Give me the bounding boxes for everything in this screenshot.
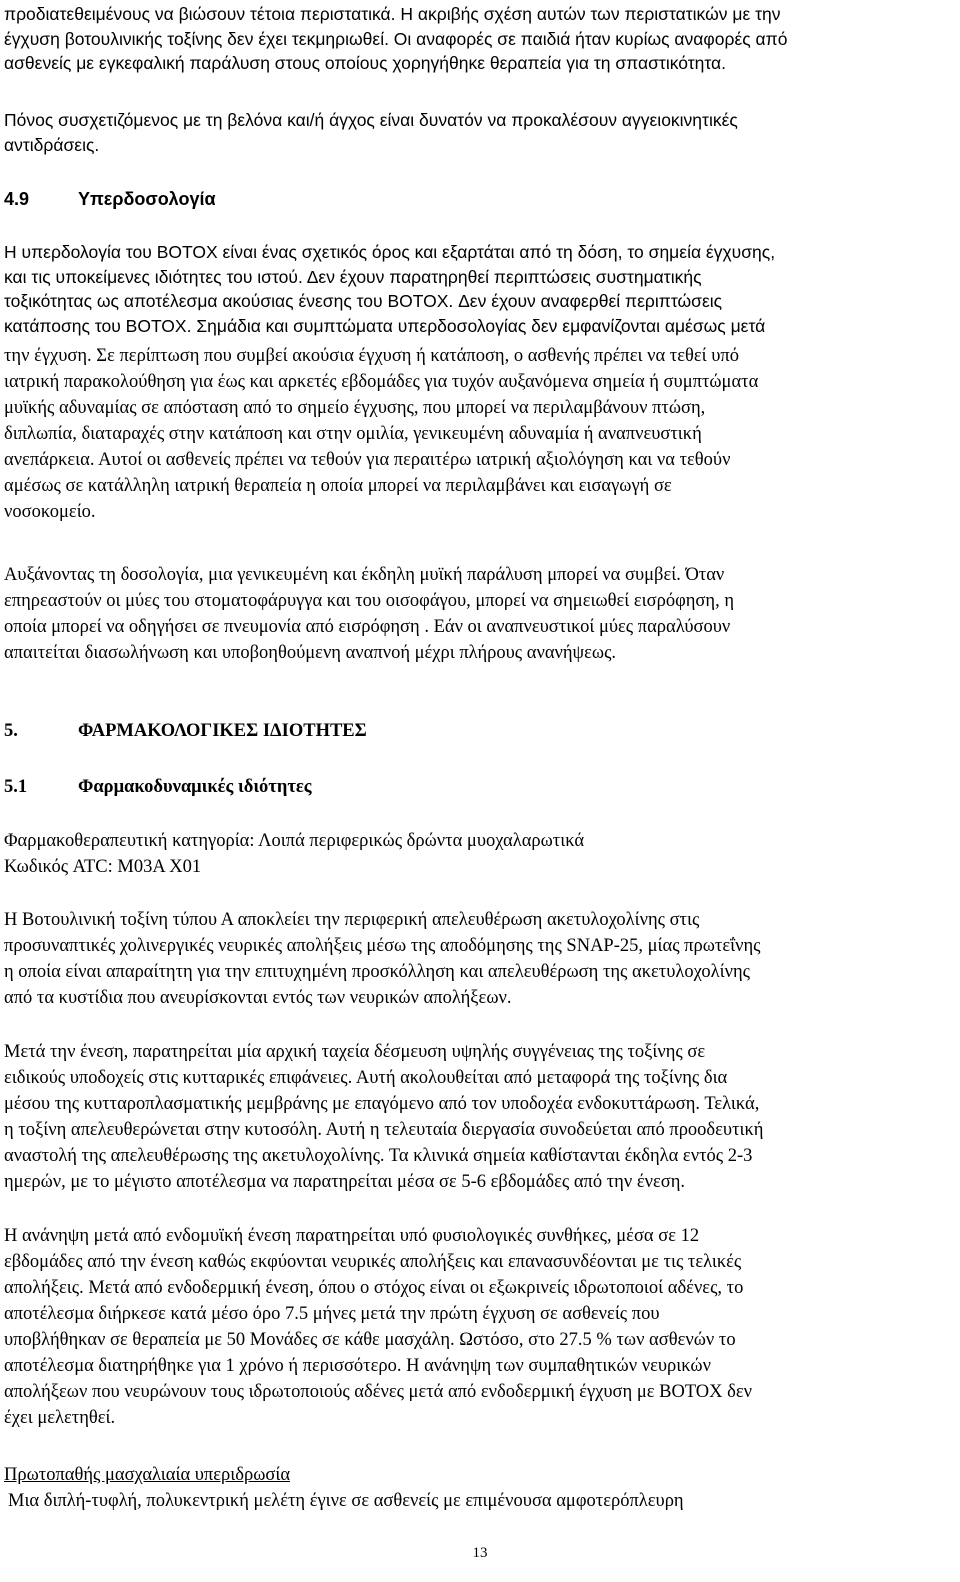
text-line: Η Βοτουλινική τοξίνη τύπου Α αποκλείει την περιφερική απελευθέρωση ακετυλοχολίνης στις	[4, 910, 700, 930]
text-line: ειδικούς υποδοχείς στις κυτταρικές επιφάνειες. Αυτή ακολουθείται από μεταφορά της τοξίνης δια	[4, 1068, 728, 1088]
text-line: ανεπάρκεια. Αυτοί οι ασθενείς πρέπει να τεθούν για περαιτέρω ιατρική αξιολόγηση και να τεθούν	[4, 450, 731, 470]
section-number: 4.9	[4, 189, 30, 209]
text-line: μέσου της κυτταροπλασματικής μεμβράνης με επαγόμενο από τον υποδοχέα ενδοκυττάρωση. Τελικά,	[4, 1094, 760, 1114]
text-line: η οποία είναι απαραίτητη για την επιτυχημένη προσκόλληση και απελευθέρωση της ακετυλοχολίνης	[4, 962, 750, 982]
text-line: η τοξίνη απελευθερώνεται στην κυτοσόλη. Αυτή η τελευταία διεργασία συνοδεύεται από προοδευτική	[4, 1120, 764, 1140]
text-line: υποβλήθηκαν σε θεραπεία με 50 Μονάδες σε κάθε μασχάλη. Ωστόσο, στο 27.5 % των ασθενών το	[4, 1330, 736, 1350]
subheading-hyperhidrosis	[4, 1462, 956, 1488]
paragraph-binding	[4, 1039, 956, 1195]
text-line: τοξικότητας ως αποτέλεσμα ακούσιας ένεσης του BOTOX. Δεν έχουν αναφερθεί περιπτώσεις	[4, 291, 723, 311]
text-line: έχει μελετηθεί.	[4, 1408, 116, 1428]
section-heading-5-1	[4, 774, 956, 800]
paragraph-adverse-events-tail	[4, 2, 956, 76]
text-line: προδιατεθειμένους να βιώσουν τέτοια περιστατικά. Η ακριβής σχέση αυτών των περιστατικών με την	[4, 4, 781, 24]
text-line: Μια διπλή-τυφλή, πολυκεντρική μελέτη έγινε σε ασθενείς με επιμένουσα αμφοτερόπλευρη	[8, 1491, 684, 1511]
section-title: Υπερδοσολογία	[78, 189, 216, 209]
text-line: ημερών, με το μέγιστο αποτέλεσμα να παρατηρείται μέσα σε 5-6 εβδομάδες από την ένεση.	[4, 1172, 686, 1192]
paragraph-overdose-2	[4, 343, 956, 525]
text-line: αναστολή της απελευθέρωσης της ακετυλοχολίνης. Τα κλινικά σημεία καθίστανται έκδηλα εντός 2-3	[4, 1146, 753, 1166]
pharmacotherapeutic-category: Φαρμακοθεραπευτική κατηγορία: Λοιπά περιφερικώς δρώντα μυοχαλαρωτικά	[4, 831, 585, 851]
text-line: έγχυση βοτουλινικής τοξίνης δεν έχει τεκμηριωθεί. Οι αναφορές σε παιδιά ήταν κυρίως αναφορές από	[4, 28, 788, 49]
text-line: από τα κυστίδια που ανευρίσκονται εντός των νευρικών απολήξεων.	[4, 988, 512, 1008]
text-line: μυϊκής αδυναμίας σε απόσταση από το σημείο έγχυσης, που μπορεί να περιλαμβάνουν πτώση,	[4, 398, 706, 418]
paragraph-study-intro	[8, 1488, 960, 1514]
text-line: απολήξεις. Μετά από ενδοδερμική ένεση, όπου ο στόχος είναι οι εξωκρινείς ιδρωτοποιοί αδένες, το	[4, 1278, 744, 1298]
section-number: 5.1	[4, 777, 28, 797]
text-line: Μετά την ένεση, παρατηρείται μία αρχική ταχεία δέσμευση υψηλής συγγένειας της τοξίνης σε	[4, 1042, 706, 1062]
text-line: προσυναπτικές χολινεργικές νευρικές απολήξεις μέσω της αποδόμησης της SNAP-25, μίας πρωτεΐνης	[4, 936, 761, 956]
text-line: ασθενείς με εγκεφαλική παράλυση στους οποίους χορηγήθηκε θεραπεία για τη σπαστικότητα.	[4, 53, 727, 73]
text-line: αποτέλεσμα διατηρήθηκε για 1 χρόνο ή περισσότερο. Η ανάνηψη των συμπαθητικών νευρικών	[4, 1356, 711, 1376]
page-number: 13	[472, 1545, 488, 1561]
section-number: 5.	[4, 721, 18, 741]
text-line: νοσοκομείο.	[4, 502, 96, 522]
text-line: διπλωπία, διαταραχές στην κατάποση και στην ομιλία, γενικευμένη αδυναμία ή αναπνευστική	[4, 424, 702, 444]
text-line: κατάποσης του BOTOX. Σημάδια και συμπτώματα υπερδοσολογίας δεν εμφανίζονται αμέσως μετά	[4, 315, 766, 336]
text-line: Η ανάνηψη μετά από ενδομυϊκή ένεση παρατηρείται υπό φυσιολογικές συνθήκες, μέσα σε 12	[4, 1226, 700, 1246]
paragraph-pain-anxiety	[4, 108, 956, 157]
text-line: απολήξεων που νευρώνουν τους ιδρωτοποιούς αδένες μετά από ενδοδερμική έγχυση με BOTOX δεν	[4, 1382, 753, 1402]
text-line: εβδομάδες από την ένεση καθώς εκφύονται νευρικές απολήξεις και επανασυνδέονται με τις τελικές	[4, 1252, 742, 1272]
text-line: οποία μπορεί να οδηγήσει σε πνευμονία από εισρόφηση . Εάν οι αναπνευστικοί μύες παραλύσουν	[4, 617, 731, 637]
text-line: απαιτείται διασωλήνωση και υποβοηθούμενη αναπνοή μέχρι πλήρους ανανήψεως.	[4, 643, 617, 663]
subheading-text: Πρωτοπαθής μασχαλιαία υπεριδρωσία	[4, 1465, 291, 1485]
paragraph-classification	[4, 828, 956, 880]
paragraph-mechanism	[4, 907, 956, 1011]
text-line: Η υπερδολογία του BOTOX είναι ένας σχετικός όρος και εξαρτάται από τη δόση, το σημεία έγχυσης,	[4, 242, 776, 262]
section-heading-4-9	[4, 186, 956, 212]
atc-code: Κωδικός ATC: M03A X01	[4, 857, 202, 877]
section-title: Φαρμακοδυναμικές ιδιότητες	[78, 777, 312, 797]
section-heading-5	[4, 718, 956, 744]
section-title: ΦΑΡΜΑΚΟΛΟΓΙΚΕΣ ΙΔΙΟΤΗΤΕΣ	[78, 721, 367, 741]
paragraph-recovery	[4, 1223, 956, 1431]
text-line: αμέσως σε κατάλληλη ιατρική θεραπεία η οποία μπορεί να περιλαμβάνει και εισαγωγή σε	[4, 476, 672, 496]
paragraph-overdose-3	[4, 562, 956, 666]
text-line: ιατρική παρακολούθηση για έως και αρκετές εβδομάδες για τυχόν αυξανόμενα σημεία ή συμπτώματα	[4, 372, 759, 392]
text-line: την έγχυση. Σε περίπτωση που συμβεί ακούσια έγχυση ή κατάποση, ο ασθενής πρέπει να τεθεί υπό	[4, 346, 739, 366]
text-line: αποτέλεσμα διήρκεσε κατά μέσο όρο 7.5 μήνες μετά την πρώτη έγχυση σε ασθενείς που	[4, 1304, 660, 1324]
paragraph-overdose-1	[4, 240, 956, 338]
text-line: Πόνος συσχετιζόμενος με τη βελόνα και/ή άγχος είναι δυνατόν να προκαλέσουν αγγειοκινητικές	[4, 110, 738, 130]
text-line: επηρεαστούν οι μύες του στοματοφάρυγγα και του οισοφάγου, μπορεί να σημειωθεί εισρόφηση, η	[4, 591, 735, 611]
text-line: Αυξάνοντας τη δοσολογία, μια γενικευμένη και έκδηλη μυϊκή παράλυση μπορεί να συμβεί. Όταν	[4, 565, 725, 585]
text-line: αντιδράσεις.	[4, 134, 100, 155]
text-line: και τις υποκείμενες ιδιότητες του ιστού. Δεν έχουν παρατηρηθεί περιπτώσεις συστηματικής	[4, 266, 702, 287]
